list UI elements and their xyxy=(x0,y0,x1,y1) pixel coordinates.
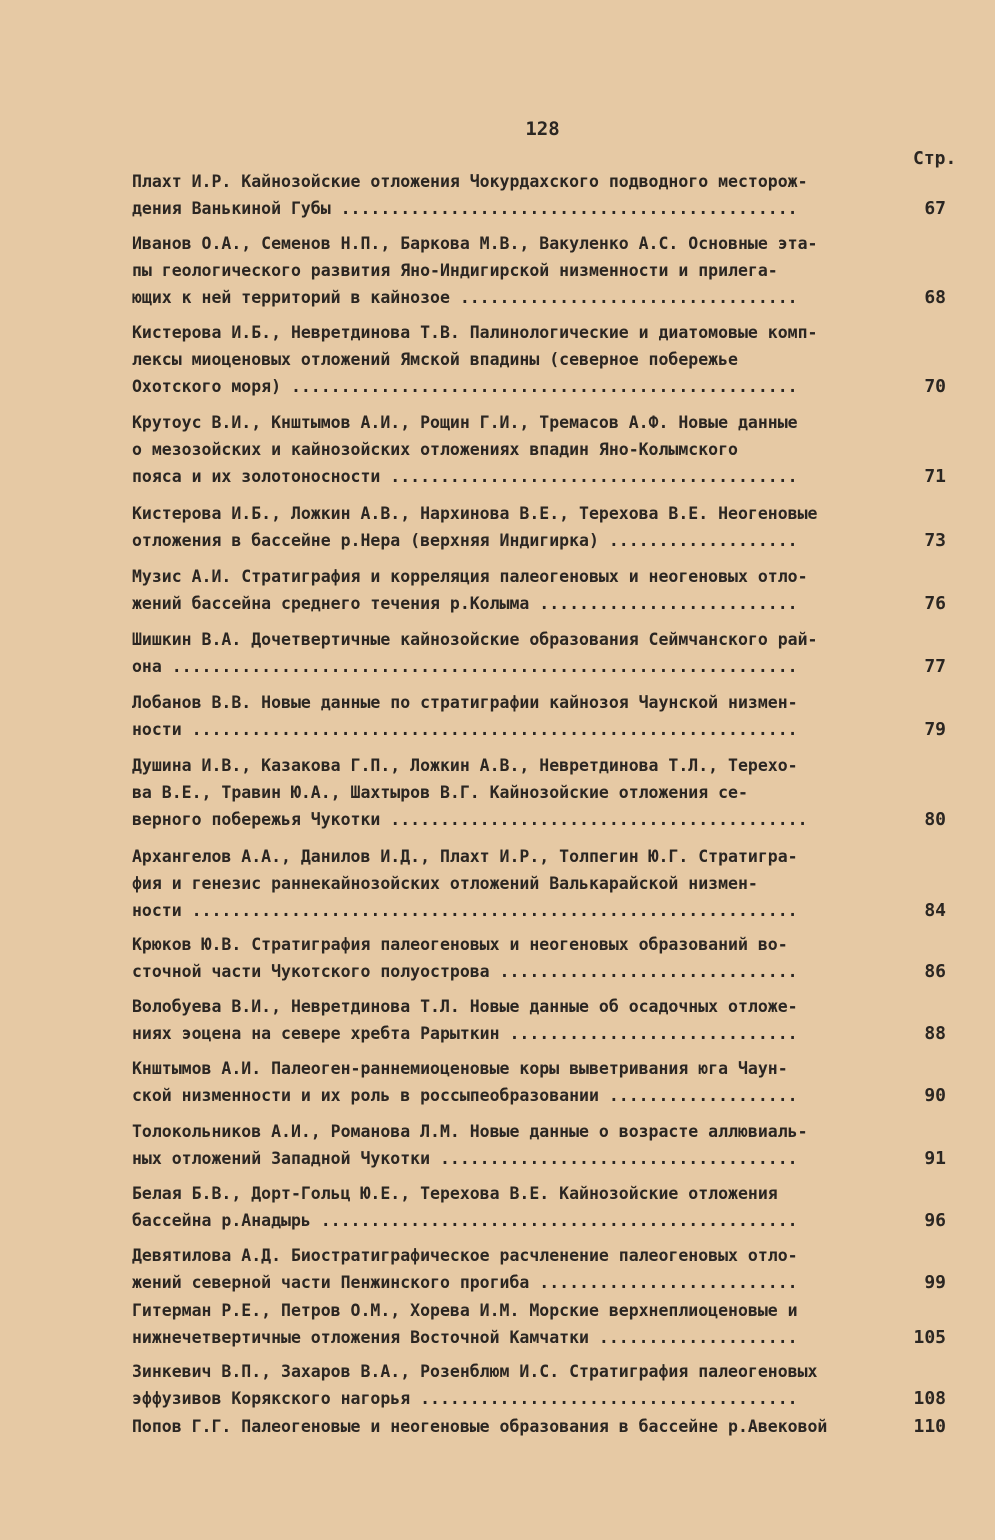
toc-entry xyxy=(132,1297,962,1351)
toc-entry-page: 77 xyxy=(924,656,946,677)
toc-entry-page: 80 xyxy=(924,809,946,830)
toc-entry-text: Шишкин В.А. Дочетвертичные кайнозойские образования Сеймчанского рай- она ............................................................... xyxy=(132,630,818,676)
toc-entry xyxy=(132,1413,962,1440)
toc-entry xyxy=(132,1118,962,1172)
toc-entry xyxy=(132,843,962,924)
toc-entry xyxy=(132,1242,962,1296)
toc-entry xyxy=(132,168,962,222)
toc-entry xyxy=(132,1180,962,1234)
toc-entry-text: Белая Б.В., Дорт-Гольц Ю.Е., Терехова В.Е. Кайнозойские отложения бассейна р.Анадырь ................................................ xyxy=(132,1184,798,1230)
toc-entry-page: 96 xyxy=(924,1210,946,1231)
toc-entry xyxy=(132,500,962,554)
toc-entry-page: 105 xyxy=(913,1327,946,1348)
toc-entry-text: Кистерова И.Б., Невретдинова Т.В. Палинологические и диатомовые комп- лексы миоценовых отложений Ямской впадины (северное побережье Охотского моря) ................................................... xyxy=(132,323,818,396)
toc-entry-text: Архангелов А.А., Данилов И.Д., Плахт И.Р., Толпегин Ю.Г. Стратигра- фия и генезис раннекайнозойских отложений Валькарайской низмен- ности ............................................................. xyxy=(132,847,798,920)
toc-entry-page: 84 xyxy=(924,900,946,921)
toc-entry-text: Толокольников А.И., Романова Л.М. Новые данные о возрасте аллювиаль- ных отложений Западной Чукотки .................................... xyxy=(132,1122,808,1168)
toc-entry-page: 110 xyxy=(913,1416,946,1437)
toc-entry xyxy=(132,1358,962,1412)
toc-entry-page: 91 xyxy=(924,1148,946,1169)
toc-entry-page: 90 xyxy=(924,1085,946,1106)
toc-entry-text: Музис А.И. Стратиграфия и корреляция палеогеновых и неогеновых отло- жений бассейна среднего течения р.Колыма .......................... xyxy=(132,567,808,613)
toc-entry-page: 68 xyxy=(924,287,946,308)
toc-entry-text: Волобуева В.И., Невретдинова Т.Л. Новые данные об осадочных отложе- ниях эоцена на севере хребта Рарыткин ............................. xyxy=(132,997,798,1043)
toc-entry-page: 88 xyxy=(924,1023,946,1044)
toc-entry-page: 76 xyxy=(924,593,946,614)
toc-entry-text: Попов Г.Г. Палеогеновые и неогеновые образования в бассейне р.Авековой xyxy=(132,1417,828,1436)
toc-entry xyxy=(132,752,962,833)
toc-entry-text: Кистерова И.Б., Ложкин А.В., Нархинова В.Е., Терехова В.Е. Неогеновые отложения в бассейне р.Нера (верхняя Индигирка) ................... xyxy=(132,504,818,550)
toc-entry-text: Лобанов В.В. Новые данные по стратиграфии кайнозоя Чаунской низмен- ности ............................................................. xyxy=(132,693,798,739)
toc-entry-text: Гитерман Р.Е., Петров О.М., Хорева И.М. Морские верхнеплиоценовые и нижнечетвертичные отложения Восточной Камчатки .................... xyxy=(132,1301,798,1347)
toc-entry-page: 67 xyxy=(924,198,946,219)
toc-entry xyxy=(132,409,962,490)
toc-entry xyxy=(132,993,962,1047)
toc-entry-page: 71 xyxy=(924,466,946,487)
toc-entry-page: 86 xyxy=(924,961,946,982)
toc-entry-page: 79 xyxy=(924,719,946,740)
toc-entry-page: 108 xyxy=(913,1388,946,1409)
toc-entry xyxy=(132,1055,962,1109)
toc-entry xyxy=(132,230,962,311)
toc-entry xyxy=(132,689,962,743)
toc-entry-page: 73 xyxy=(924,530,946,551)
toc-entry xyxy=(132,931,962,985)
toc-entry-text: Девятилова А.Д. Биостратиграфическое расчленение палеогеновых отло- жений северной части Пенжинского прогиба .......................... xyxy=(132,1246,798,1292)
page-number: 128 xyxy=(525,118,560,140)
toc-entry-text: Крюков Ю.В. Стратиграфия палеогеновых и неогеновых образований во- сточной части Чукотского полуострова .............................. xyxy=(132,935,798,981)
page-column-header: Стр. xyxy=(913,148,957,169)
toc-entry xyxy=(132,319,962,400)
toc-entry-text: Крутоус В.И., Кнштымов А.И., Рощин Г.И., Тремасов А.Ф. Новые данные о мезозойских и кайнозойских отложениях впадин Яно-Колымского пояса и их золотоносности ......................................... xyxy=(132,413,798,486)
toc-entry-text: Иванов О.А., Семенов Н.П., Баркова М.В., Вакуленко А.С. Основные эта- пы геологического развития Яно-Индигирской низменности и прилега- ющих к ней территорий в кайнозое .................................. xyxy=(132,234,818,307)
toc-entry-page: 70 xyxy=(924,376,946,397)
toc-entry xyxy=(132,626,962,680)
toc-entry xyxy=(132,563,962,617)
toc-entry-page: 99 xyxy=(924,1272,946,1293)
toc-entry-text: Зинкевич В.П., Захаров В.А., Розенблюм И.С. Стратиграфия палеогеновых эффузивов Корякского нагорья ...................................... xyxy=(132,1362,818,1408)
toc-entry-text: Плахт И.Р. Кайнозойские отложения Чокурдахского подводного месторож- дения Ванькиной Губы .............................................. xyxy=(132,172,808,218)
toc-entry-text: Душина И.В., Казакова Г.П., Ложкин А.В., Невретдинова Т.Л., Терехо- ва В.Е., Травин Ю.А., Шахтыров В.Г. Кайнозойские отложения се- верного побережья Чукотки .......................................... xyxy=(132,756,808,829)
toc-entry-text: Кнштымов А.И. Палеоген-раннемиоценовые коры выветривания юга Чаун- ской низменности и их роль в россыпеобразовании ................... xyxy=(132,1059,798,1105)
